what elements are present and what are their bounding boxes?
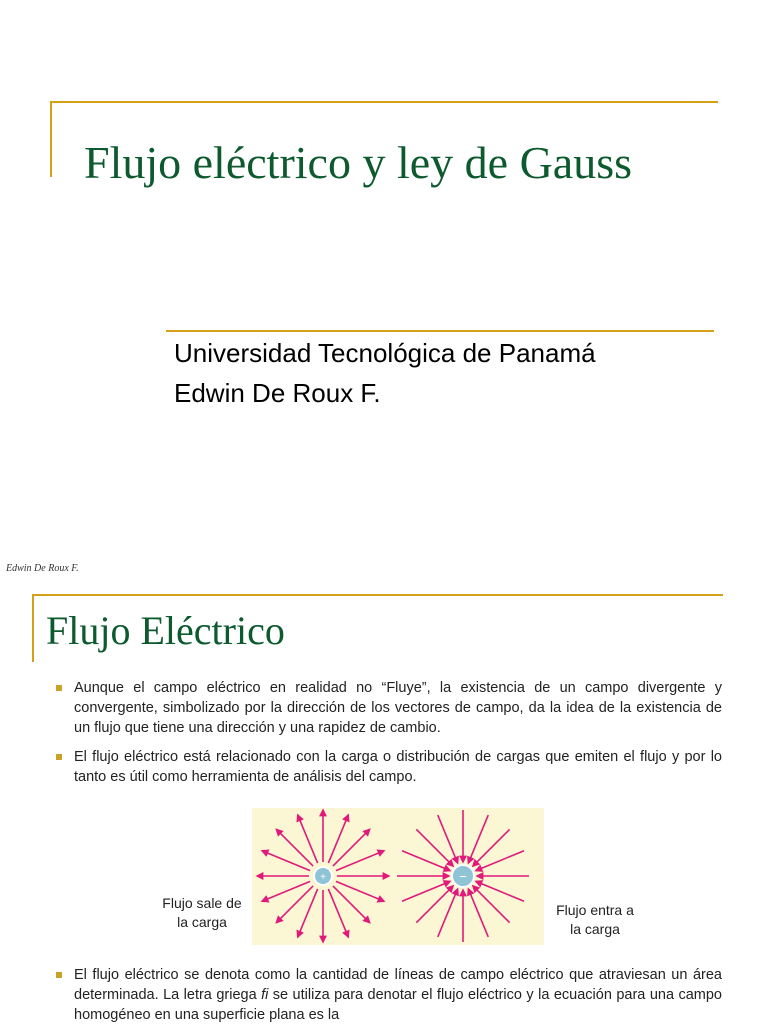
inward-field-line [468,889,488,937]
inward-field-line [476,851,524,871]
square-bullet-icon [56,972,62,978]
slide-title: Flujo eléctrico y ley de Gauss [84,137,633,188]
inward-field-line [473,829,510,866]
outward-field-line [276,886,313,923]
outward-field-line [333,829,370,866]
square-bullet-icon [56,685,62,691]
bullet-text: El flujo eléctrico se denota como la cantidad de líneas de campo eléctrico que atraviesan un área determinada. La letra griega fi se utiliza para denotar el flujo eléctrico y la ecuación para una campo homogéneo en una superficie plana es la [74,967,722,1023]
square-bullet-icon [56,754,62,760]
bullet-text: Aunque el campo eléctrico en realidad no “Fluye”, la existencia de un campo divergente y convergente, simbolizado por la dirección de los vectores de campo, da la idea de la existencia de un flujo que tiene una dirección y una rapidez de cambio. [74,680,722,736]
top-accent-rule-2 [32,594,723,596]
subtitle-university: Universidad Tecnológica de Panamá [174,338,596,368]
minus-sign: − [459,869,467,884]
caption-inward-line2: la carga [570,921,620,937]
subtitle-author: Edwin De Roux F. [174,378,381,408]
inward-field-line [416,829,453,866]
left-accent-rule [50,101,52,177]
inward-field-line [402,881,450,901]
outward-field-line [333,886,370,923]
outward-field-line [262,851,310,871]
subtitle-accent-rule [166,330,714,332]
slide-title-2: Flujo Eléctrico [46,608,285,653]
field-lines-figure [252,808,544,945]
bullet-item [48,965,722,1025]
outward-field-line [336,881,384,901]
top-accent-rule [50,101,718,103]
bullet-item [48,678,722,738]
left-accent-rule-2 [32,594,34,662]
bullet-item [48,747,722,787]
positive-charge [314,867,332,885]
field-lines-diagram [252,808,544,945]
caption-outward-line2: la carga [177,914,227,930]
bullet-list [48,678,722,796]
inward-field-line [416,886,453,923]
content-slide [0,585,768,1024]
caption-inward-line1: Flujo entra a [556,902,634,918]
plus-sign: + [320,872,326,883]
caption-outward-line1: Flujo sale de [162,895,242,911]
bullet-text: El flujo eléctrico está relacionado con la carga o distribución de cargas que emiten el flujo y por lo tanto es útil como herramienta de análisis del campo. [74,749,722,785]
caption-inward [543,901,647,939]
caption-outward [150,894,254,932]
outward-field-line [262,881,310,901]
inward-field-line [468,815,488,863]
inward-field-line [402,851,450,871]
outward-field-line [298,815,318,863]
inward-field-line [438,889,458,937]
outward-field-line [336,851,384,871]
inward-field-line [473,886,510,923]
outward-field-line [298,889,318,937]
inward-field-line [438,815,458,863]
outward-field-line [276,829,313,866]
outward-field-line [328,815,348,863]
inward-field-line [476,881,524,901]
negative-charge [452,865,474,887]
author-signature: Edwin De Roux F. [6,563,79,574]
outward-field-line [328,889,348,937]
